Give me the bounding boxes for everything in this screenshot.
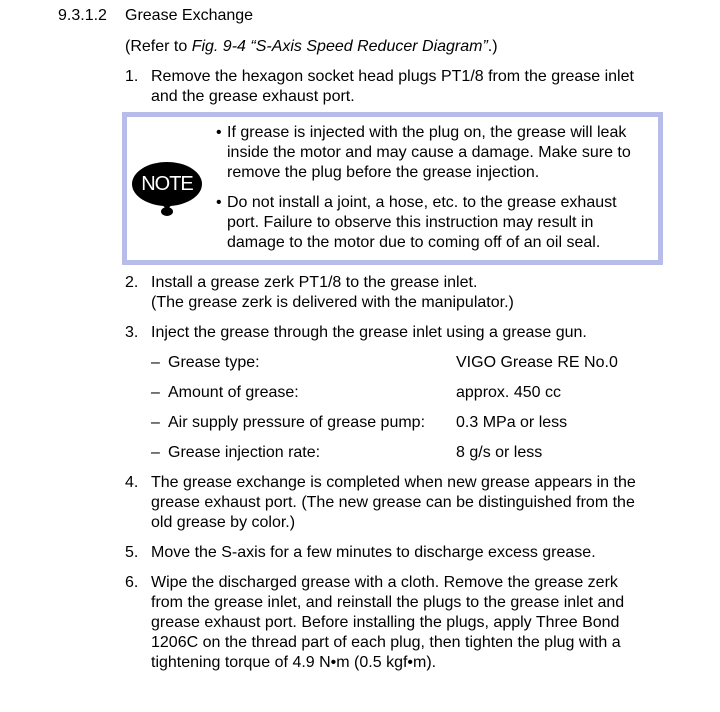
note-bullet: • [216, 124, 222, 141]
spec-label-injection-rate: Grease injection rate: [168, 444, 321, 461]
section-number: 9.3.1.2 [58, 7, 107, 24]
spec-value-injection-rate: 8 g/s or less [456, 444, 543, 461]
step-6-line: 1206C on the thread part of each plug, then tighten the plug with a [151, 634, 621, 651]
reference-prefix: (Refer to [125, 38, 192, 55]
step-5-number: 5. [125, 544, 139, 561]
step-6-line: from the grease inlet, and reinstall the plugs to the grease inlet and [151, 594, 625, 611]
step-3-line: Inject the grease through the grease inlet using a grease gun. [151, 324, 587, 341]
step-4-line: old grease by color.) [151, 514, 296, 531]
spec-label-grease-type: Grease type: [168, 354, 260, 371]
spec-dash: – [151, 354, 160, 371]
section-title: Grease Exchange [125, 7, 254, 24]
spec-label-amount: Amount of grease: [168, 384, 299, 401]
reference-suffix: .) [487, 38, 498, 55]
step-6-line: tightening torque of 4.9 N•m (0.5 kgf•m). [151, 654, 437, 671]
step-5-line: Move the S-axis for a few minutes to discharge excess grease. [151, 544, 596, 561]
spec-dash: – [151, 414, 160, 431]
reference-figure-link: Fig. 9-4 “S-Axis Speed Reducer Diagram” [191, 38, 488, 55]
step-3-number: 3. [125, 324, 139, 341]
reference-line [125, 37, 498, 57]
spec-value-grease-type: VIGO Grease RE No.0 [456, 354, 618, 371]
step-2-number: 2. [125, 274, 139, 291]
note-icon [132, 162, 202, 222]
spec-dash: – [151, 384, 160, 401]
step-4-line: The grease exchange is completed when new grease appears in the [151, 474, 636, 491]
spec-label-air-pressure: Air supply pressure of grease pump: [168, 414, 426, 431]
step-1-line: Remove the hexagon socket head plugs PT1/8 from the grease inlet [151, 68, 634, 85]
spec-dash: – [151, 444, 160, 461]
note-icon-label: NOTE [141, 173, 193, 195]
step-2-line: Install a grease zerk PT1/8 to the grease inlet. [151, 274, 478, 291]
spec-value-air-pressure: 0.3 MPa or less [456, 414, 568, 431]
note-bullet-2-line: damage to the motor due to coming off of an oil seal. [227, 234, 601, 251]
note-bullet-2-line: Do not install a joint, a hose, etc. to the grease exhaust [227, 194, 617, 211]
note-bullet: • [216, 194, 222, 211]
step-4-number: 4. [125, 474, 139, 491]
step-6-number: 6. [125, 574, 139, 591]
note-bubble-dot [161, 207, 173, 216]
note-bullet-1-line: inside the motor and may cause a damage. Make sure to [227, 144, 631, 161]
step-4-line: grease exhaust port. (The new grease can be distinguished from the [151, 494, 635, 511]
step-2-line: (The grease zerk is delivered with the manipulator.) [151, 294, 514, 311]
note-bullet-1-line: If grease is injected with the plug on, the grease will leak [227, 124, 627, 141]
step-1-number: 1. [125, 68, 139, 85]
spec-value-amount: approx. 450 cc [456, 384, 561, 401]
note-bullet-2-line: port. Failure to observe this instruction may result in [227, 214, 594, 231]
step-6-line: Wipe the discharged grease with a cloth. Remove the grease zerk [151, 574, 618, 591]
note-bullet-1-line: remove the plug before the grease injection. [227, 164, 540, 181]
step-1-line: and the grease exhaust port. [151, 88, 355, 105]
step-6-line: grease exhaust port. Before installing the plugs, apply Three Bond [151, 614, 620, 631]
